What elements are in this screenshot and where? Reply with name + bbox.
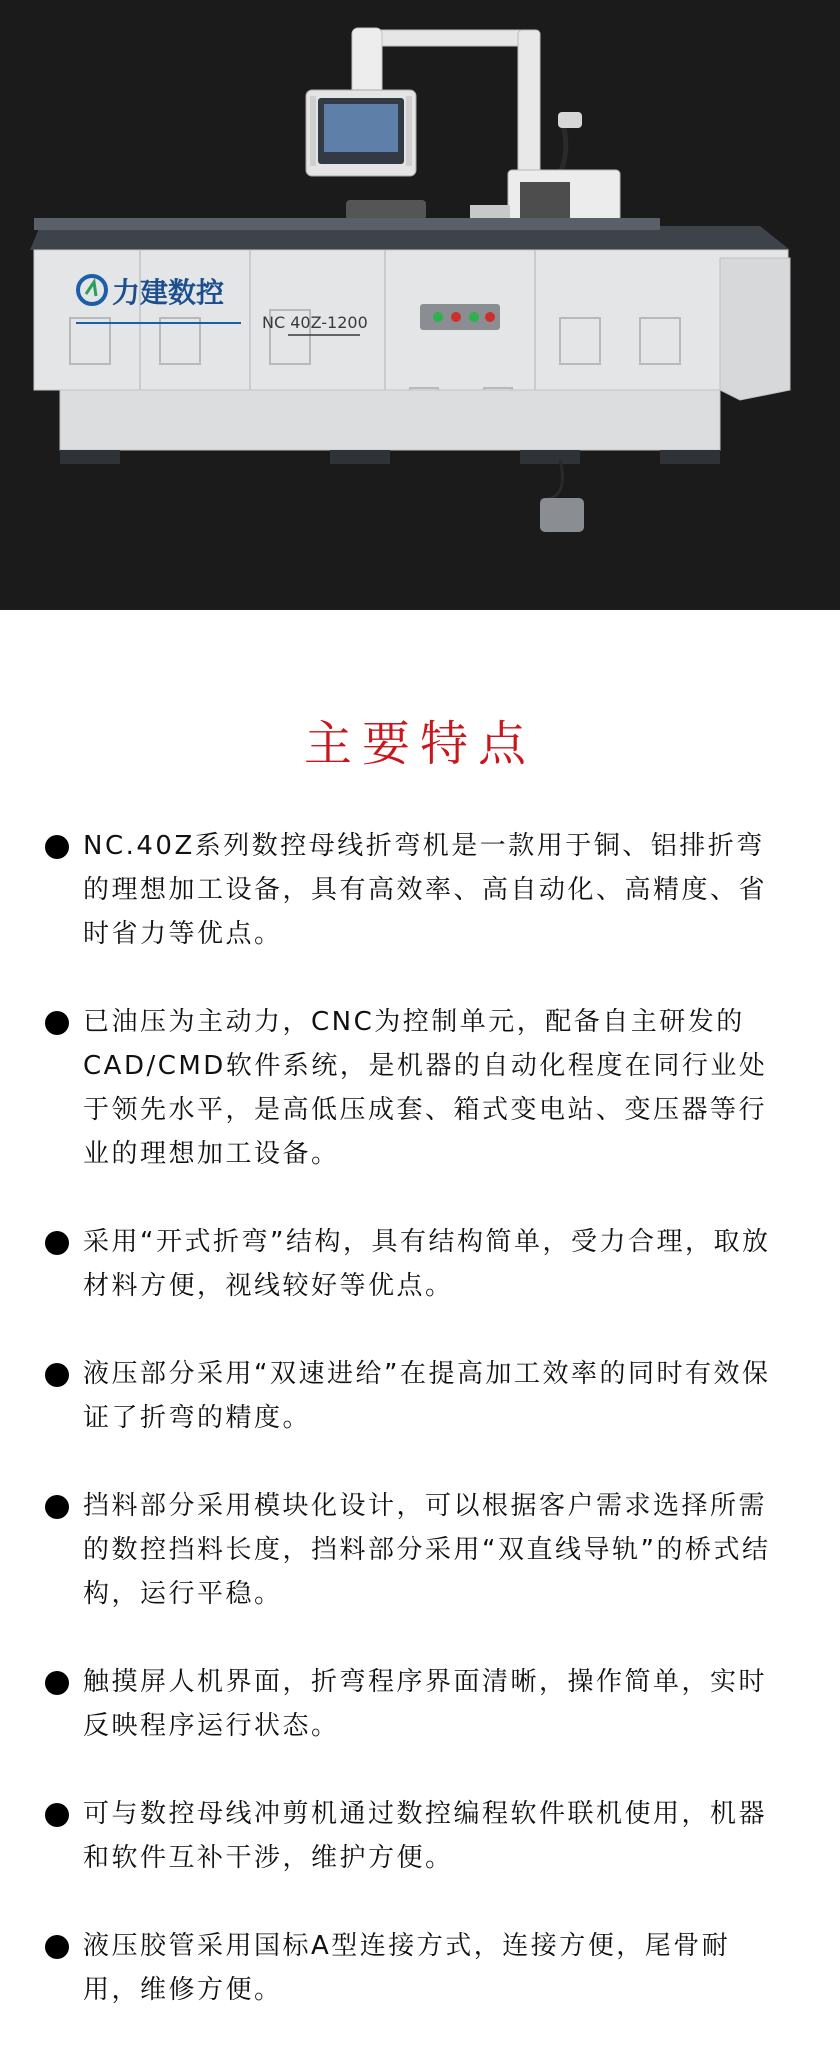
feature-text: 触摸屏人机界面，折弯程序界面清晰，操作简单，实时反映程序运行状态。 — [83, 1667, 768, 1741]
section-title: 主要特点 — [303, 716, 536, 772]
bullet-icon — [45, 1011, 69, 1035]
bullet-icon — [45, 835, 69, 859]
feature-text: 挡料部分采用模块化设计，可以根据客户需求选择所需的数控挡料长度，挡料部分采用“双直线导轨”的桥式结构，运行平稳。 — [83, 1491, 771, 1609]
feature-item — [0, 1352, 840, 1440]
feature-item — [0, 1924, 840, 2012]
feature-item — [0, 1792, 840, 1880]
feature-item — [0, 824, 840, 956]
model-label: NC 40Z-1200 — [262, 313, 368, 332]
feature-text: NC.40Z系列数控母线折弯机是一款用于铜、铝排折弯的理想加工设备，具有高效率、高自动化、高精度、省时省力等优点。 — [83, 831, 768, 949]
machine-illustration — [0, 0, 840, 610]
brand-name: 力建数控 — [112, 276, 225, 309]
bullet-icon — [45, 1803, 69, 1827]
touchscreen-panel — [306, 90, 416, 176]
feature-text: 可与数控母线冲剪机通过数控编程软件联机使用，机器和软件互补干涉，维护方便。 — [83, 1799, 768, 1873]
bullet-icon — [45, 1935, 69, 1959]
product-hero — [0, 0, 840, 610]
feature-list — [0, 824, 840, 2056]
features-section — [0, 610, 840, 2005]
feature-text: 液压胶管采用国标A型连接方式，连接方便，尾骨耐用，维修方便。 — [83, 1931, 731, 2005]
feature-item — [0, 1660, 840, 1748]
bullet-icon — [45, 1363, 69, 1387]
feature-text: 液压部分采用“双速进给”在提高加工效率的同时有效保证了折弯的精度。 — [83, 1359, 771, 1433]
bullet-icon — [45, 1231, 69, 1255]
bullet-icon — [45, 1671, 69, 1695]
feature-text: 采用“开式折弯”结构，具有结构简单，受力合理，取放材料方便，视线较好等优点。 — [83, 1227, 771, 1301]
feature-item — [0, 1000, 840, 1176]
bullet-icon — [45, 1495, 69, 1519]
feature-item — [0, 1220, 840, 1308]
feature-item — [0, 1484, 840, 1616]
feature-text: 已油压为主动力，CNC为控制单元，配备自主研发的CAD/CMD软件系统，是机器的自动化程度在同行业处于领先水平，是高低压成套、箱式变电站、变压器等行业的理想加工设备。 — [83, 1007, 768, 1169]
